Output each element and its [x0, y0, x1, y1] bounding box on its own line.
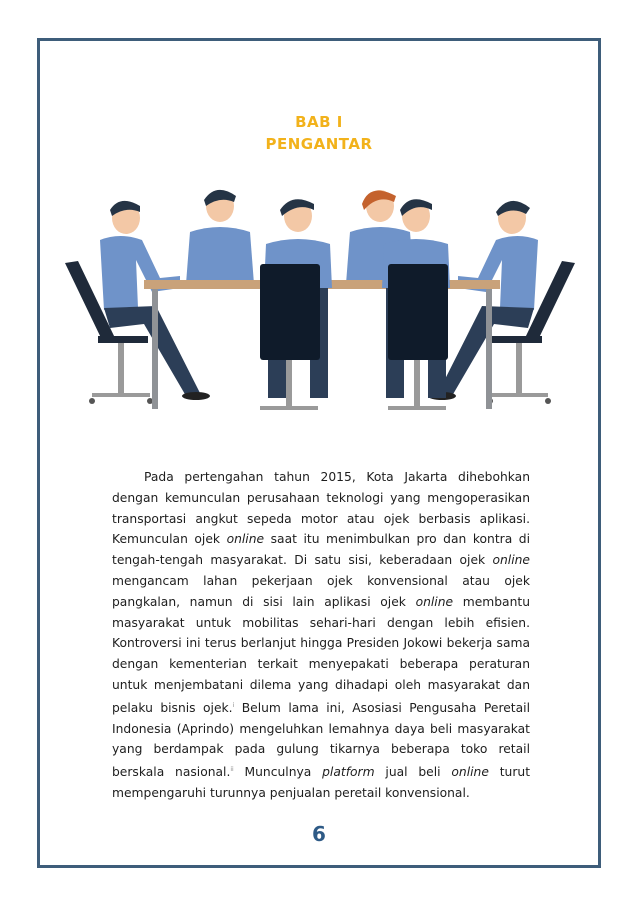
person-back-1: [186, 190, 254, 284]
footnote-marker: ii: [230, 766, 234, 774]
meeting-illustration: [60, 188, 580, 428]
page-number: 6: [312, 822, 326, 846]
intro-paragraph: Pada pertengahan tahun 2015, Kota Jakarta dihebohkan dengan kemunculan perusahaan teknologi yang mengoperasikan transportasi angkut sepeda motor atau ojek berbasis aplikasi. Kemunculan ojek online saat itu menimbulkan pro dan kontra di tengah-tengah masyarakat. Di satu sisi, keberadaan ojek online mengancam lahan pekerjaan ojek konvensional atau ojek pangkalan, namun di sisi lain aplikasi ojek online membantu masyarakat untuk mobilitas sehari-hari dengan lebih efisien. Kontroversi ini terus berlanjut hingga Presiden Jokowi bekerja sama dengan kementerian terkait menyepakati beberapa peraturan untuk menjembatani dilema yang dihadapi oleh masyarakat dan pelaku bisnis ojek.$^i$ Belum lama ini, Asosiasi Pengusaha Peretail Indonesia (Aprindo) mengeluhkan lemahnya daya beli masyarakat yang berdampak pada gulung tikarnya beberapa toko retail berskala nasional.$^{ii}$ Munculnya platform jual beli online turut mempengaruhi turunnya penjualan peretail konvensional.: [112, 470, 531, 801]
footnote-marker: i: [232, 701, 235, 709]
chapter-label: BAB I: [295, 113, 343, 131]
person-front-1: [260, 199, 332, 410]
chapter-title: PENGANTAR: [265, 135, 373, 153]
